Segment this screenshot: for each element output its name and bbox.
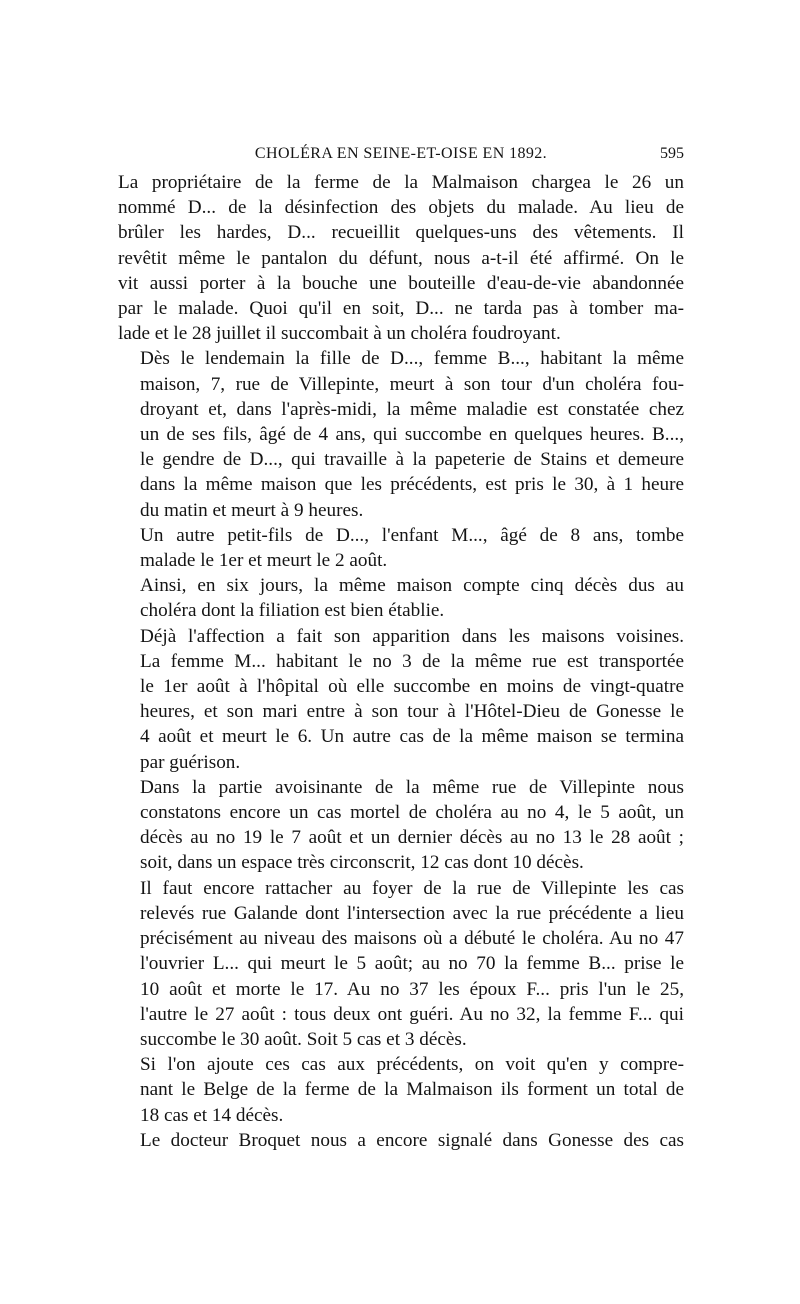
text-line: Déjà l'affection a fait son apparition dans les maisons voisines. [140, 625, 684, 647]
text-line: choléra dont la filiation est bien établie. [140, 600, 445, 622]
text-line: soit, dans un espace très circonscrit, 12 cas dont 10 décès. [140, 852, 584, 874]
text-line: heures, et son mari entre à son tour à l'Hôtel-Dieu de Gonesse le [140, 701, 684, 723]
text-line: 4 août et meurt le 6. Un autre cas de la même maison se termina [140, 726, 684, 748]
text-line: La femme M... habitant le no 3 de la même rue est transportée [140, 650, 684, 672]
text-line: Le docteur Broquet nous a encore signalé dans Gonesse des cas [140, 1129, 684, 1151]
paragraph [118, 1052, 684, 1128]
text-line: lade et le 28 juillet il succombait à un choléra foudroyant. [118, 323, 561, 345]
paragraph [118, 170, 684, 346]
text-line: nant le Belge de la ferme de la Malmaison ils forment un total de [140, 1079, 684, 1101]
text-line: l'autre le 27 août : tous deux ont guéri. Au no 32, la femme F... qui [140, 1003, 684, 1025]
text-line: succombe le 30 août. Soit 5 cas et 3 décès. [140, 1028, 467, 1050]
text-line: vit aussi porter à la bouche une bouteille d'eau-de-vie abandonnée [118, 272, 684, 294]
paragraph [118, 1128, 684, 1153]
text-line: Dès le lendemain la fille de D..., femme B..., habitant la même [140, 348, 684, 370]
text-line: l'ouvrier L... qui meurt le 5 août; au no 70 la femme B... prise le [140, 953, 684, 975]
text-line: précisément au niveau des maisons où a débuté le choléra. Au no 47 [140, 928, 684, 950]
text-line: La propriétaire de la ferme de la Malmaison chargea le 26 un [118, 172, 684, 193]
text-line: revêtit même le pantalon du défunt, nous a-t-il été affirmé. On le [118, 247, 684, 269]
text-line: Ainsi, en six jours, la même maison compte cinq décès dus au [140, 575, 684, 597]
text-line: le 1er août à l'hôpital où elle succombe en moins de vingt-quatre [140, 676, 684, 698]
text-line: Il faut encore rattacher au foyer de la rue de Villepinte les cas [140, 877, 684, 899]
text-line: nommé D... de la désinfection des objets du malade. Au lieu de [118, 197, 684, 219]
text-line: brûler les hardes, D... recueillit quelques-uns des vêtements. Il [118, 222, 684, 244]
text-line: Dans la partie avoisinante de la même rue de Villepinte nous [140, 776, 684, 798]
running-header [118, 141, 684, 167]
text-line: 18 cas et 14 décès. [140, 1104, 284, 1126]
running-title: CHOLÉRA EN SEINE-ET-OISE EN 1892. [254, 145, 548, 162]
text-line: 10 août et morte le 17. Au no 37 les époux F... pris l'un le 25, [140, 978, 684, 1000]
paragraph [118, 523, 684, 573]
paragraph [118, 346, 684, 522]
text-line: par guérison. [140, 751, 241, 773]
page-number: 595 [660, 145, 684, 162]
text-line: relevés rue Galande dont l'intersection avec la rue précédente a lieu [140, 902, 684, 924]
text-line: par le malade. Quoi qu'il en soit, D... ne tarda pas à tomber ma- [118, 298, 684, 320]
text-line: Si l'on ajoute ces cas aux précédents, on voit qu'en y compre- [140, 1054, 684, 1076]
text-line: droyant et, dans l'après-midi, la même maladie est constatée chez [140, 398, 684, 420]
text-line: un de ses fils, âgé de 4 ans, qui succombe en quelques heures. B..., [140, 424, 684, 446]
paragraph [118, 573, 684, 623]
text-line: constatons encore un cas mortel de choléra au no 4, le 5 août, un [140, 802, 684, 824]
text-line: Un autre petit-fils de D..., l'enfant M..., âgé de 8 ans, tombe [140, 524, 684, 546]
text-line: maison, 7, rue de Villepinte, meurt à son tour d'un choléra fou- [140, 373, 684, 395]
text-line: le gendre de D..., qui travaille à la papeterie de Stains et demeure [140, 449, 684, 471]
text-line: du matin et meurt à 9 heures. [140, 499, 364, 521]
paragraph [118, 876, 684, 1052]
body-text [118, 170, 684, 1153]
paragraph [118, 775, 684, 876]
text-line: malade le 1er et meurt le 2 août. [140, 550, 388, 572]
text-line: dans la même maison que les précédents, est pris le 30, à 1 heure [140, 474, 684, 496]
text-line: décès au no 19 le 7 août et un dernier décès au no 13 le 28 août ; [140, 827, 684, 849]
paragraph [118, 624, 684, 775]
